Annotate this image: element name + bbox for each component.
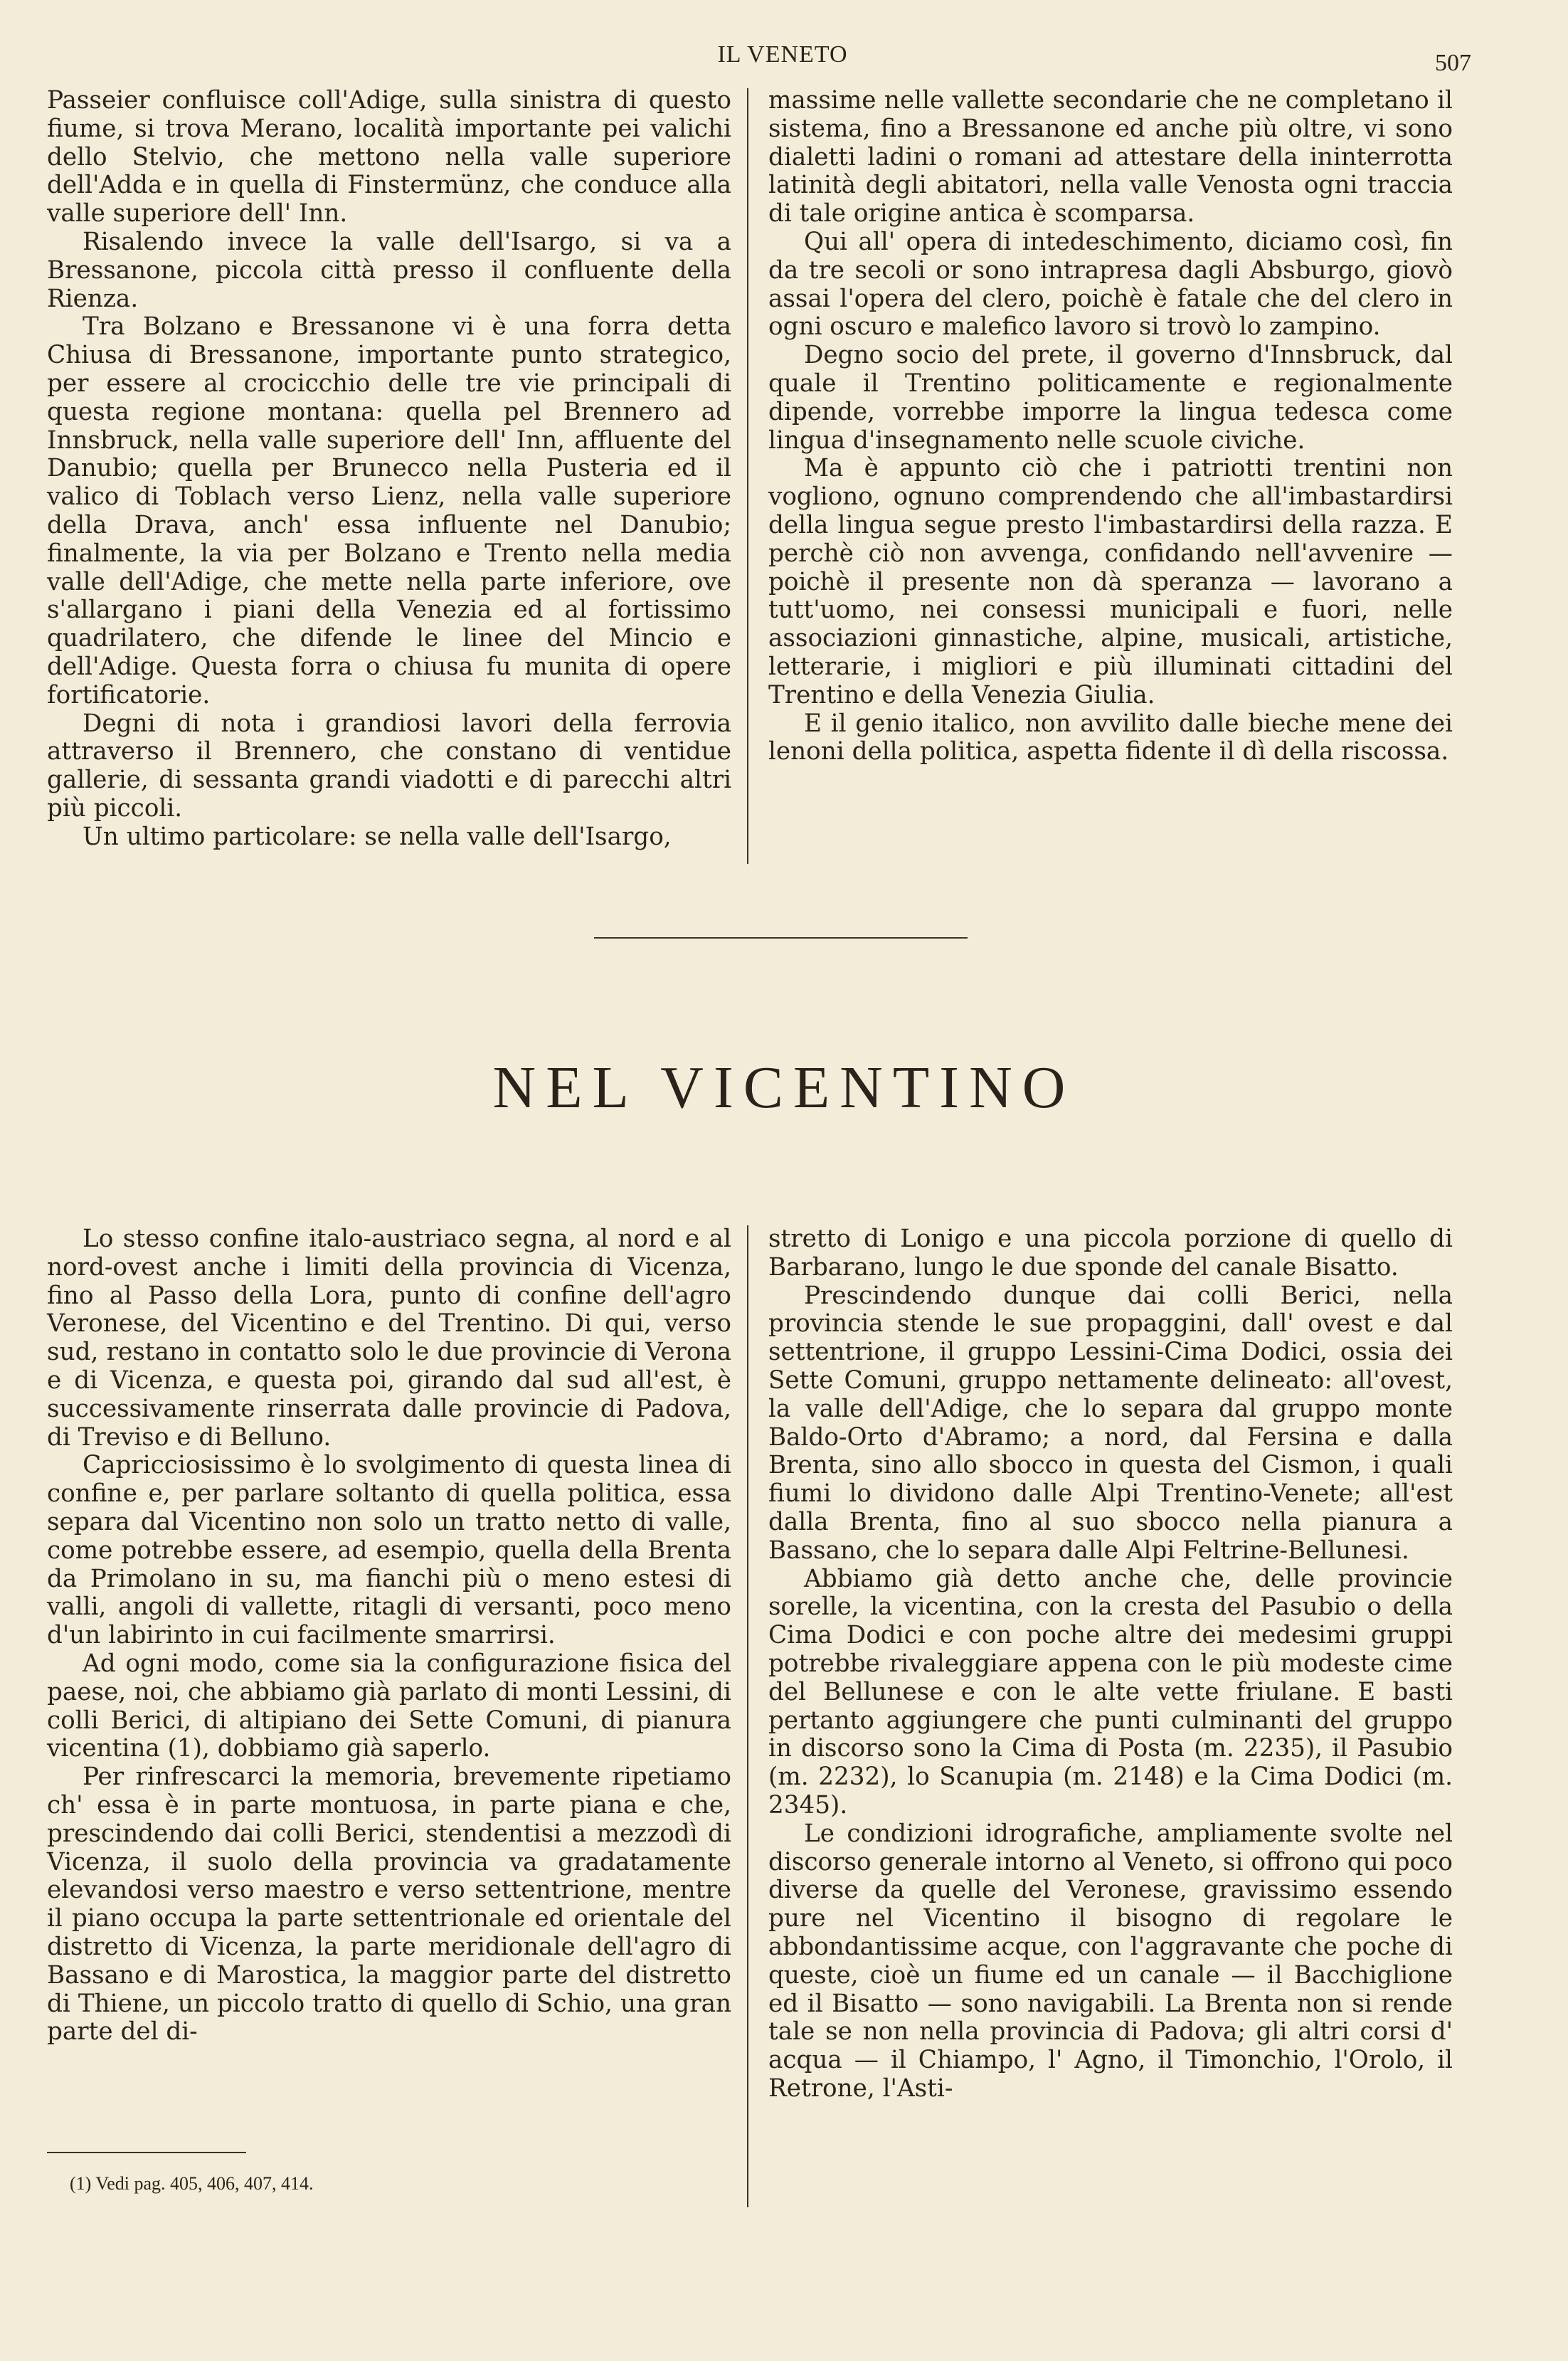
column-bottom-left [47, 1225, 731, 2046]
paragraph: Per rinfrescarci la memoria, brevemente ripetiamo ch' essa è in parte montuosa, in parte piana e che, prescindendo dai colli Berici, stendentisi a mezzodì di Vicenza, il suolo della provincia va gradatamente elevandosi verso maestro e verso settentrione, mentre il piano occupa la parte settentrionale ed orientale del distretto di Vicenza, la parte meridionale dell'agro di Bassano e di Marostica, la maggior parte del distretto di Thiene, un piccolo tratto di quello di Schio, una gran parte del di- [47, 1763, 731, 2046]
column-top-right [768, 87, 1453, 766]
paragraph: Capricciosissimo è lo svolgimento di questa linea di confine e, per parlare soltanto di quella politica, essa separa dal Vicentino non solo un tratto netto di valle, come potrebbe essere, ad esempio, quella della Brenta da Primolano in su, ma fianchi più o meno estesi di valli, angoli di vallette, ritagli di versanti, poco meno d'un labirinto in cui facilmente smarrirsi. [47, 1451, 731, 1650]
paragraph: Le condizioni idrografiche, ampliamente svolte nel discorso generale intorno al Veneto, si offrono qui poco diverse da quelle del Veronese, gravissimo essendo pure nel Vicentino il bisogno di regolare le abbondantissime acque, con l'aggravante che poche di queste, cioè un fiume ed un canale — il Bacchiglione ed il Bisatto — sono navigabili. La Brenta non si rende tale se non nella provincia di Padova; gli altri corsi d' acqua — il Chiampo, l' Agno, il Timonchio, l'Orolo, il Retrone, l'Asti- [768, 1819, 1453, 2103]
paragraph: Abbiamo già detto anche che, delle provincie sorelle, la vicentina, con la cresta del Pasubio o della Cima Dodici e con poche altre dei medesimi gruppi potrebbe rivaleggiare appena con le più modeste cime del Bellunese e con le alte vette friulane. E basti pertanto aggiungere che punti culminanti del gruppo in discorso sono la Cima di Posta (m. 2235), il Pasubio (m. 2232), lo Scanupia (m. 2148) e la Cima Dodici (m. 2345). [768, 1564, 1453, 1819]
paragraph: Passeier confluisce coll'Adige, sulla sinistra di questo fiume, si trova Merano, località importante pei valichi dello Stelvio, che mettono nella valle superiore dell'Adda e in quella di Finstermünz, che conduce alla valle superiore dell' Inn. [47, 86, 731, 228]
paragraph: Degno socio del prete, il governo d'Innsbruck, dal quale il Trentino politicamente e regionalmente dipende, vorrebbe imporre la lingua tedesca come lingua d'insegnamento nelle scuole civiche. [768, 341, 1453, 455]
page-number: 507 [1435, 50, 1471, 76]
running-header: IL VENETO [717, 41, 848, 68]
paragraph: Tra Bolzano e Bressanone vi è una forra detta Chiusa di Bressanone, importante punto strategico, per essere al crocicchio delle tre vie principali di questa regione montana: quella pel Brennero ad Innsbruck, nella valle superiore dell' Inn, affluente del Danubio; quella per Brunecco nella Pusteria ed il valico di Toblach verso Lienz, nella valle superiore della Drava, anch' essa influente nel Danubio; finalmente, la via per Bolzano e Trento nella media valle dell'Adige, che mette nella parte inferiore, ove s'allargano i piani della Venezia ed al fortissimo quadrilatero, che difende le linee del Mincio e dell'Adige. Questa forra o chiusa fu munita di opere fortificatorie. [47, 312, 731, 709]
column-divider [747, 1225, 748, 2207]
paragraph: Degni di nota i grandiosi lavori della ferrovia attraverso il Brennero, che constano di ventidue gallerie, di sessanta grandi viadotti e di parecchi altri più piccoli. [47, 709, 731, 823]
paragraph: Qui all' opera di intedeschimento, diciamo così, fin da tre secoli or sono intrapresa dagli Absburgo, giovò assai l'opera del clero, poichè è fatale che del clero in ogni oscuro e malefico lavoro si trovò lo zampino. [768, 227, 1453, 342]
paragraph: E il genio italico, non avvilito dalle bieche mene dei lenoni della politica, aspetta fidente il dì della riscossa. [768, 709, 1453, 766]
footnote: (1) Vedi pag. 405, 406, 407, 414. [70, 2173, 314, 2194]
paragraph: Un ultimo particolare: se nella valle dell'Isargo, [83, 822, 672, 851]
column-divider [747, 88, 748, 864]
paragraph: Ma è appunto ciò che i patriotti trentini non vogliono, ognuno comprendendo che all'imbastardirsi della lingua segue presto l'imbastardirsi della razza. E perchè ciò non avvenga, confidando nell'avvenire — poichè il presente non dà speranza — lavorano a tutt'uomo, nei consessi municipali e fuori, nelle associazioni ginnastiche, alpine, musicali, artistiche, letterarie, i migliori e più illuminati cittadini del Trentino e della Venezia Giulia. [768, 454, 1453, 709]
column-bottom-right [768, 1225, 1453, 2103]
paragraph: stretto di Lonigo e una piccola porzione di quello di Barbarano, lungo le due sponde del canale Bisatto. [768, 1225, 1453, 1282]
paragraph: Ad ogni modo, come sia la configurazione fisica del paese, noi, che abbiamo già parlato di monti Lessini, di colli Berici, di altipiano dei Sette Comuni, di pianura vicentina (1), dobbiamo già saperlo. [47, 1649, 731, 1763]
footnote-divider [47, 2152, 246, 2153]
paragraph: massime nelle vallette secondarie che ne completano il sistema, fino a Bressanone ed anche più oltre, vi sono dialetti ladini o romani ad attestare della ininterrotta latinità degli abitatori, nella valle Venosta ogni traccia di tale origine antica è scomparsa. [768, 86, 1453, 228]
paragraph: Risalendo invece la valle dell'Isargo, si va a Bressanone, piccola città presso il confluente della Rienza. [47, 227, 731, 313]
section-title: NEL VICENTINO [492, 1055, 1076, 1121]
paragraph: Prescindendo dunque dai colli Berici, nella provincia stende le sue propaggini, dall' ovest e dal settentrione, il gruppo Lessini-Cima Dodici, ossia dei Sette Comuni, gruppo nettamente delineato: all'ovest, la valle dell'Adige, che lo separa dal gruppo monte Baldo-Orto d'Abramo; a nord, dal Fersina e dalla Brenta, sino allo sbocco in questa del Cismon, i quali fiumi lo dividono dalle Alpi Trentino-Venete; all'est dalla Brenta, fino al suo sbocco nella pianura a Bassano, che lo separa dalle Alpi Feltrine-Bellunesi. [768, 1281, 1453, 1565]
paragraph: Lo stesso confine italo-austriaco segna, al nord e al nord-ovest anche i limiti della provincia di Vicenza, fino al Passo della Lora, punto di confine dell'agro Veronese, del Vicentino e del Trentino. Di qui, verso sud, restano in contatto solo le due provincie di Verona e di Vicenza, e questa poi, girando dal sud all'est, è successivamente rinserrata dalle provincie di Padova, di Treviso e di Belluno. [47, 1225, 731, 1452]
column-top-left [47, 87, 731, 852]
section-divider [594, 937, 968, 939]
